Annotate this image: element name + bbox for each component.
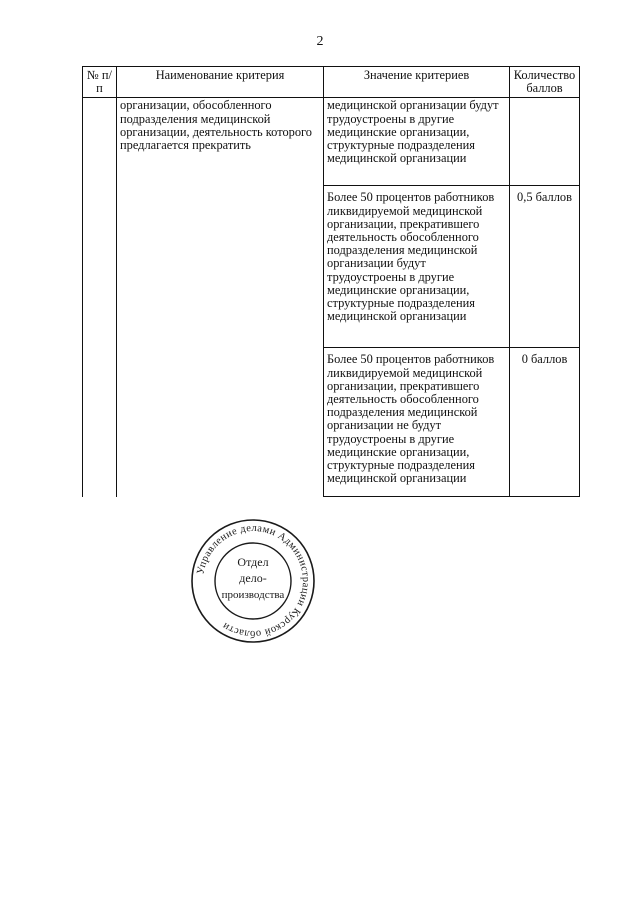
criterion-name-cell: организации, обособленного подразделения медицинской организации, деятельность которого предлагается прекратить — [117, 98, 324, 497]
header-score: Количество баллов — [510, 67, 580, 98]
score-cell: 0 баллов — [510, 348, 580, 497]
stamp-center-line-1: Отдел — [237, 555, 269, 569]
office-stamp — [188, 517, 318, 645]
header-criterion-name: Наименование критерия — [117, 67, 324, 98]
header-criterion-value: Значение критериев — [324, 67, 510, 98]
page-number: 2 — [316, 34, 324, 49]
header-number: № п/п — [83, 67, 117, 98]
criterion-value-cell: Более 50 процентов работников ликвидируемой медицинской организации, прекратившего деятельность обособленного подразделения медицинской организации не будут трудоустроены в другие медицинские организации, структурные подразделения медицинской организации — [324, 348, 510, 497]
row-number-cell — [83, 98, 117, 497]
criteria-table — [82, 66, 580, 497]
criterion-value-cell: медицинской организации будут трудоустроены в другие медицинские организации, структурные подразделения медицинской организации — [324, 98, 510, 186]
score-cell: 0,5 баллов — [510, 186, 580, 348]
table-header-row — [83, 67, 580, 98]
criterion-value-cell: Более 50 процентов работников ликвидируемой медицинской организации, прекратившего деятельность обособленного подразделения медицинской организации будут трудоустроены в другие медицинские организации, структурные подразделения медицинской организации — [324, 186, 510, 348]
stamp-ring-text: Управление делами Администрации Курской области — [195, 522, 312, 640]
stamp-center-line-2: дело- — [239, 571, 267, 585]
score-cell — [510, 98, 580, 186]
table-row — [83, 98, 580, 186]
stamp-center-line-3: производства — [221, 589, 285, 601]
